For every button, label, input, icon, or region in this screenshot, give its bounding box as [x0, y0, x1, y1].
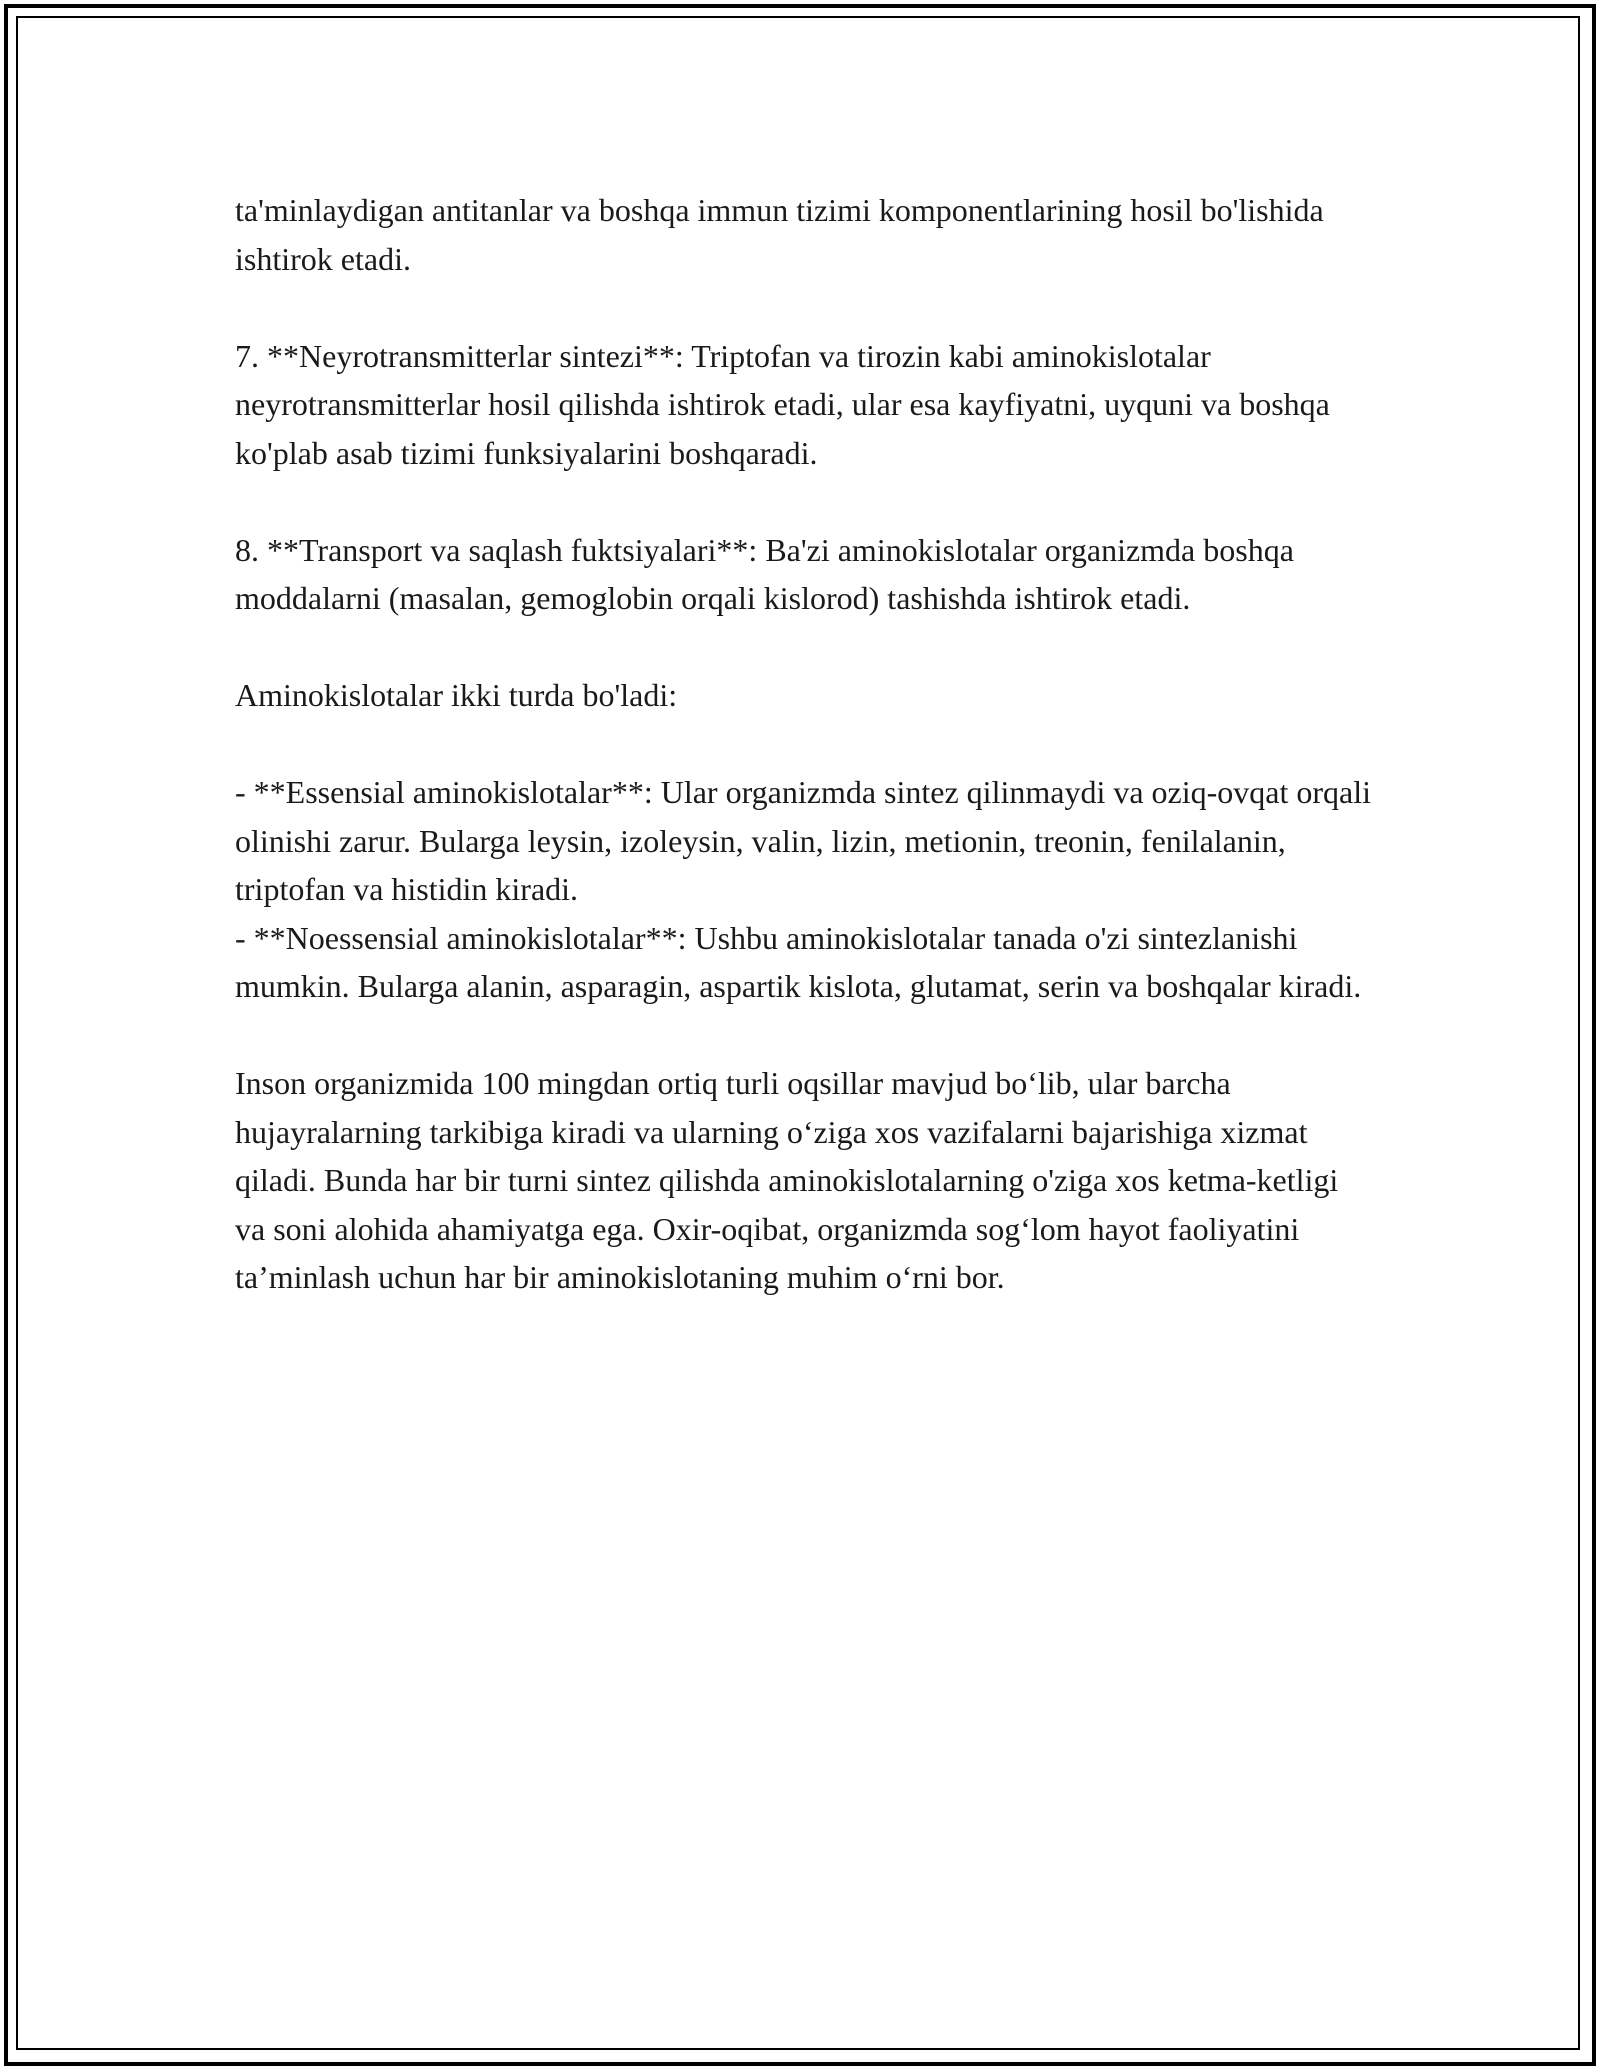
document-body — [235, 186, 1380, 1350]
paragraph-amino-acid-types-intro: Aminokislotalar ikki turda bo'ladi: — [235, 677, 678, 713]
paragraph-neurotransmitter-synthesis: 7. **Neyrotransmitterlar sintezi**: Triptofan va tirozin kabi aminokislotalar neyrotransmitterlar hosil qilishda ishtirok etadi, ular esa kayfiyatni, uyquni va boshqa ko'plab asab tizimi funksiyalarini boshqaradi. — [235, 337, 1338, 471]
list-item-essential: - **Essensial aminokislotalar**: Ular organizmda sintez qilinmaydi va oziq-ovqat orqali olinishi zarur. Bularga leysin, izoleysin, valin, lizin, metionin, treonin, fenilalanin, triptofan va histidin kiradi. — [235, 774, 1380, 907]
paragraph-immune-continuation: ta'minlaydigan antitanlar va boshqa immun tizimi komponentlarining hosil bo'lishida ishtirok etadi. — [235, 192, 1332, 277]
paragraph-conclusion: Inson organizmida 100 mingdan ortiq turli oqsillar mavjud bo‘lib, ular barcha hujayralarning tarkibiga kiradi va ularning o‘ziga xos vazifalarni bajarishiga xizmat qiladi. Bunda har bir turni sintez qilishda aminokislotalarning o'ziga xos ketma-ketligi va soni alohida ahamiyatga ega. Oxir-oqibat, organizmda sog‘lom hayot faoliyatini ta’minlash uchun har bir aminokislotaning muhim o‘rni bor. — [235, 1065, 1347, 1295]
list-item-nonessential: - **Noessensial aminokislotalar**: Ushbu aminokislotalar tanada o'zi sintezlanishi mumkin. Bularga alanin, asparagin, aspartik kislota, glutamat, serin va boshqalar kiradi. — [235, 919, 1362, 1004]
paragraph-transport-storage: 8. **Transport va saqlash fuktsiyalari**: Ba'zi aminokislotalar organizmda boshqa moddalarni (masalan, gemoglobin orqali kislorod) tashishda ishtirok etadi. — [235, 531, 1302, 616]
